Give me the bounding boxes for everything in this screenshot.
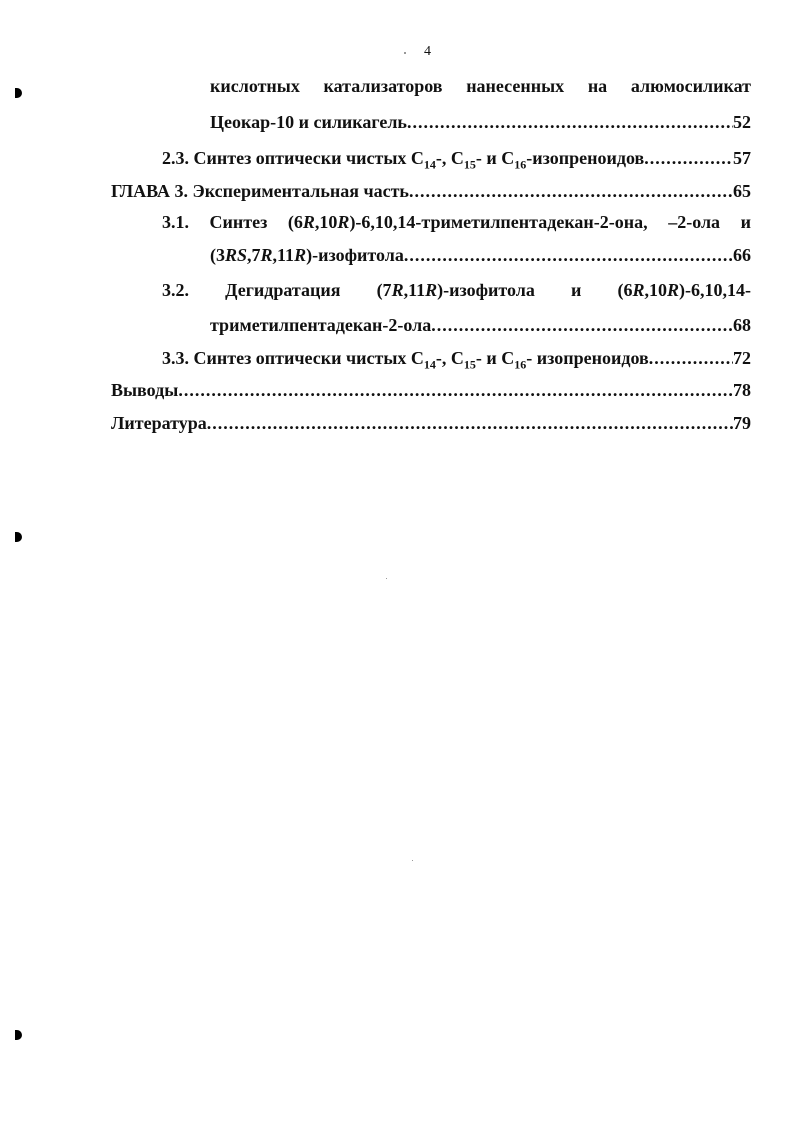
dot-leader [431, 315, 733, 335]
scan-speck [386, 578, 387, 579]
toc-entry-title: триметилпентадекан-2-ола [210, 315, 432, 335]
toc-word: (7R,11R)-изофитола [376, 280, 535, 300]
toc-word: и [740, 212, 751, 232]
page-number: 4 [424, 44, 431, 59]
dot-leader [649, 348, 733, 368]
punch-mark [15, 532, 22, 542]
punch-mark [15, 88, 22, 98]
toc-page-number: 79 [733, 413, 751, 433]
dot-leader [409, 181, 733, 201]
toc-entry-continued-line [210, 76, 751, 96]
toc-entry [162, 148, 751, 172]
scan-speck [412, 860, 413, 861]
toc-chapter [111, 413, 751, 433]
toc-page-number: 66 [733, 245, 751, 265]
toc-word: –2-ола [668, 212, 721, 232]
toc-word: (6R,10R)-6,10,14-триметилпентадекан-2-она, [287, 212, 648, 232]
toc-entry-title: Цеокар-10 и силикагель [210, 112, 407, 132]
toc-section-number: 3.1. [162, 212, 189, 232]
toc-entry-title: 3.3. Синтез оптически чистых $C_{14}-$, $C_{15}-$ и $C_{16}-$ изопреноидов [162, 348, 649, 372]
toc-word: на [587, 76, 608, 96]
toc-word: алюмосиликат [630, 76, 751, 96]
toc-entry-title: Литература [111, 413, 207, 433]
toc-entry-continued-line [210, 245, 751, 265]
toc-page-number: 68 [733, 315, 751, 335]
toc-entry [162, 280, 751, 300]
dot-leader [407, 112, 733, 132]
dot-leader [404, 245, 733, 265]
toc-chapter [111, 380, 751, 400]
toc-word: (6R,10R)-6,10,14- [617, 280, 751, 300]
toc-page-number: 65 [733, 181, 751, 201]
toc-page-number: 57 [733, 148, 751, 168]
toc-word: и [571, 280, 582, 300]
toc-entry-continued-line [210, 315, 751, 335]
toc-word: нанесенных [466, 76, 565, 96]
toc-entry-title: Выводы [111, 380, 179, 400]
toc-entry [210, 112, 751, 132]
toc-section-number: 3.2. [162, 280, 189, 300]
toc-page-number: 78 [733, 380, 751, 400]
toc-word: Дегидратация [225, 280, 341, 300]
toc-entry-title: ГЛАВА 3. Экспериментальная часть [111, 181, 409, 201]
dot-leader [644, 148, 733, 168]
dot-leader [178, 380, 733, 400]
scan-speck [404, 52, 406, 54]
toc-word: Синтез [209, 212, 268, 232]
toc-entry-title: (3RS,7R,11R)-изофитола [210, 245, 404, 265]
toc-word: катализаторов [323, 76, 443, 96]
dot-leader [207, 413, 733, 433]
toc-entry [162, 348, 751, 372]
toc-word: кислотных [210, 76, 300, 96]
toc-entry [162, 212, 751, 232]
toc-entry-title: 2.3. Синтез оптически чистых $C_{14}-$, $C_{15}-$ и $C_{16}$-изопреноидов [162, 148, 645, 172]
toc-chapter [111, 181, 751, 201]
toc-page-number: 52 [733, 112, 751, 132]
toc-page-number: 72 [733, 348, 751, 368]
punch-mark [15, 1030, 22, 1040]
